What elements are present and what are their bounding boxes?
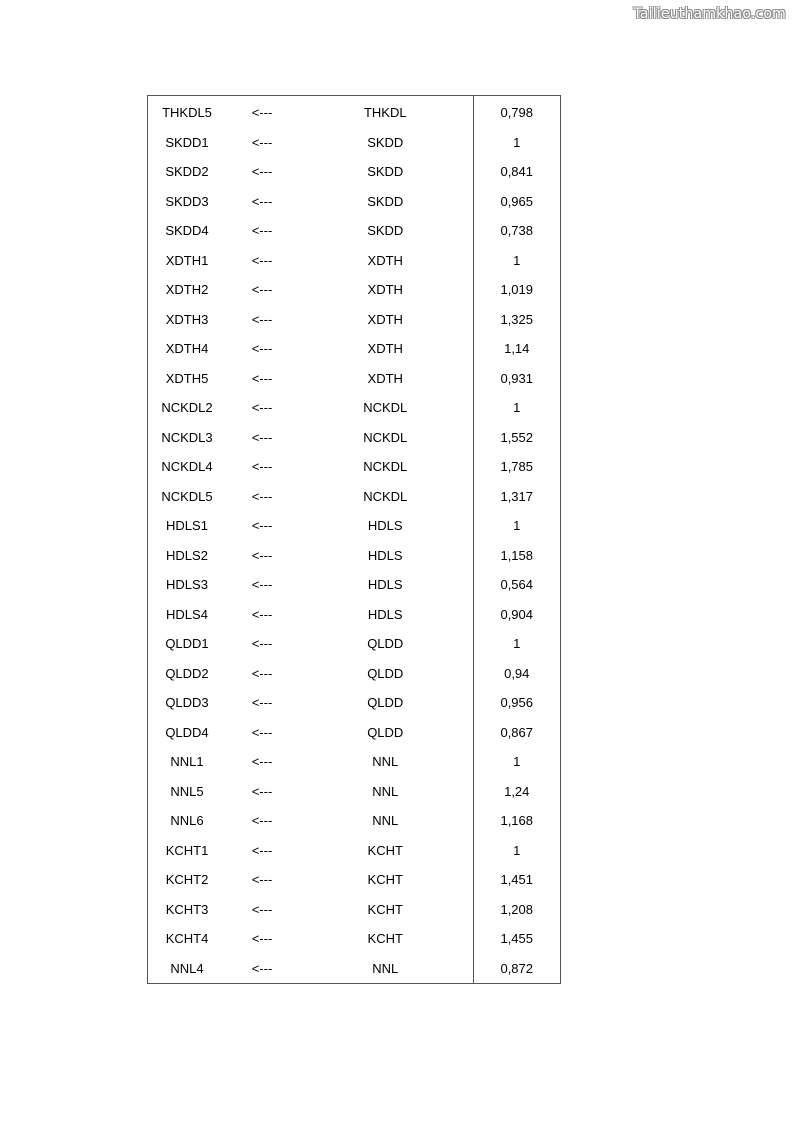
indicator-cell: QLDD3 (165, 695, 209, 711)
value-cell: 0,841 (473, 157, 560, 187)
arrow-cell: <--- (251, 636, 273, 652)
indicator-cell: NNL5 (170, 783, 204, 799)
table-row (148, 954, 560, 984)
arrow-cell: <--- (251, 252, 273, 268)
indicator-cell: NCKDL5 (161, 488, 213, 504)
value-cell: 0,956 (473, 688, 560, 718)
factor-cell: XDTH (367, 282, 403, 298)
indicator-cell: THKDL5 (162, 105, 212, 121)
table-row (148, 924, 560, 954)
table-row (148, 305, 560, 335)
regression-weights-table (147, 95, 561, 984)
value-cell: 0,965 (473, 187, 560, 217)
value-cell: 1,455 (473, 924, 560, 954)
factor-cell: SKDD (367, 164, 404, 180)
indicator-cell: SKDD4 (165, 223, 209, 239)
arrow-cell: <--- (251, 193, 273, 209)
table-row (148, 659, 560, 689)
value-cell: 0,798 (473, 96, 560, 128)
value-cell: 1 (473, 629, 560, 659)
value-cell: 1,785 (473, 452, 560, 482)
table-row (148, 747, 560, 777)
table-row (148, 688, 560, 718)
factor-cell: NNL (372, 960, 399, 976)
table-row (148, 334, 560, 364)
arrow-cell: <--- (251, 105, 273, 121)
arrow-cell: <--- (251, 813, 273, 829)
arrow-cell: <--- (251, 577, 273, 593)
value-cell: 1,019 (473, 275, 560, 305)
factor-cell: XDTH (367, 370, 403, 386)
factor-cell: NNL (372, 754, 399, 770)
value-cell: 1 (473, 128, 560, 158)
indicator-cell: XDTH2 (165, 282, 209, 298)
arrow-cell: <--- (251, 901, 273, 917)
table-row (148, 364, 560, 394)
arrow-cell: <--- (251, 311, 273, 327)
table-row (148, 806, 560, 836)
table-row (148, 393, 560, 423)
value-cell: 1 (473, 747, 560, 777)
indicator-cell: NNL6 (170, 813, 204, 829)
watermark: Tailieuthamkhao.com (633, 6, 786, 22)
indicator-cell: QLDD4 (165, 724, 209, 740)
value-cell: 0,931 (473, 364, 560, 394)
value-cell: 0,94 (473, 659, 560, 689)
table-row (148, 570, 560, 600)
arrow-cell: <--- (251, 223, 273, 239)
table-row (148, 96, 560, 128)
indicator-cell: HDLS4 (166, 606, 208, 622)
indicator-cell: KCHT2 (165, 872, 209, 888)
factor-cell: KCHT (367, 872, 403, 888)
indicator-cell: XDTH4 (165, 341, 209, 357)
indicator-cell: KCHT4 (165, 931, 209, 947)
factor-cell: NCKDL (363, 400, 408, 416)
value-cell: 0,867 (473, 718, 560, 748)
value-cell: 0,904 (473, 600, 560, 630)
value-cell: 1,14 (473, 334, 560, 364)
factor-cell: NCKDL (363, 429, 408, 445)
table-row (148, 895, 560, 925)
indicator-cell: QLDD2 (165, 665, 209, 681)
indicator-cell: KCHT1 (165, 842, 209, 858)
data-table (148, 96, 560, 983)
value-cell: 1,24 (473, 777, 560, 807)
factor-cell: QLDD (367, 724, 404, 740)
table-row (148, 187, 560, 217)
indicator-cell: NNL1 (170, 754, 204, 770)
factor-cell: SKDD (367, 223, 404, 239)
indicator-cell: SKDD1 (165, 134, 209, 150)
factor-cell: KCHT (367, 842, 403, 858)
value-cell: 1,208 (473, 895, 560, 925)
indicator-cell: HDLS2 (166, 547, 208, 563)
arrow-cell: <--- (251, 488, 273, 504)
indicator-cell: SKDD2 (165, 164, 209, 180)
factor-cell: SKDD (367, 134, 404, 150)
factor-cell: NCKDL (363, 488, 408, 504)
arrow-cell: <--- (251, 783, 273, 799)
table-body (148, 96, 560, 983)
factor-cell: QLDD (367, 695, 404, 711)
factor-cell: HDLS (367, 518, 403, 534)
arrow-cell: <--- (251, 960, 273, 976)
arrow-cell: <--- (251, 518, 273, 534)
table-row (148, 423, 560, 453)
value-cell: 1,552 (473, 423, 560, 453)
arrow-cell: <--- (251, 341, 273, 357)
value-cell: 1,168 (473, 806, 560, 836)
factor-cell: SKDD (367, 193, 404, 209)
value-cell: 1 (473, 246, 560, 276)
table-row (148, 777, 560, 807)
table-row (148, 836, 560, 866)
factor-cell: HDLS (367, 577, 403, 593)
indicator-cell: XDTH5 (165, 370, 209, 386)
arrow-cell: <--- (251, 547, 273, 563)
factor-cell: NCKDL (363, 459, 408, 475)
arrow-cell: <--- (251, 606, 273, 622)
value-cell: 1 (473, 393, 560, 423)
table-row (148, 128, 560, 158)
value-cell: 0,872 (473, 954, 560, 984)
indicator-cell: KCHT3 (165, 901, 209, 917)
table-row (148, 216, 560, 246)
indicator-cell: SKDD3 (165, 193, 209, 209)
table-row (148, 629, 560, 659)
factor-cell: HDLS (367, 606, 403, 622)
value-cell: 1,325 (473, 305, 560, 335)
table-row (148, 541, 560, 571)
arrow-cell: <--- (251, 164, 273, 180)
factor-cell: XDTH (367, 341, 403, 357)
factor-cell: THKDL (363, 105, 407, 121)
indicator-cell: NCKDL3 (161, 429, 213, 445)
indicator-cell: QLDD1 (165, 636, 209, 652)
table-row (148, 511, 560, 541)
indicator-cell: XDTH1 (165, 252, 209, 268)
arrow-cell: <--- (251, 134, 273, 150)
arrow-cell: <--- (251, 724, 273, 740)
table-row (148, 452, 560, 482)
arrow-cell: <--- (251, 872, 273, 888)
table-row (148, 718, 560, 748)
value-cell: 1 (473, 836, 560, 866)
table-row (148, 482, 560, 512)
indicator-cell: NCKDL4 (161, 459, 213, 475)
factor-cell: XDTH (367, 252, 403, 268)
indicator-cell: NNL4 (170, 960, 204, 976)
indicator-cell: NCKDL2 (161, 400, 213, 416)
arrow-cell: <--- (251, 429, 273, 445)
factor-cell: XDTH (367, 311, 403, 327)
arrow-cell: <--- (251, 931, 273, 947)
value-cell: 0,564 (473, 570, 560, 600)
arrow-cell: <--- (251, 754, 273, 770)
factor-cell: KCHT (367, 931, 403, 947)
factor-cell: NNL (372, 813, 399, 829)
table-row (148, 865, 560, 895)
factor-cell: HDLS (367, 547, 403, 563)
indicator-cell: XDTH3 (165, 311, 209, 327)
factor-cell: NNL (372, 783, 399, 799)
arrow-cell: <--- (251, 695, 273, 711)
value-cell: 1,317 (473, 482, 560, 512)
value-cell: 1 (473, 511, 560, 541)
indicator-cell: HDLS3 (166, 577, 208, 593)
arrow-cell: <--- (251, 842, 273, 858)
arrow-cell: <--- (251, 282, 273, 298)
value-cell: 1,158 (473, 541, 560, 571)
table-row (148, 275, 560, 305)
arrow-cell: <--- (251, 459, 273, 475)
table-row (148, 246, 560, 276)
indicator-cell: HDLS1 (166, 518, 208, 534)
arrow-cell: <--- (251, 400, 273, 416)
factor-cell: QLDD (367, 636, 404, 652)
value-cell: 0,738 (473, 216, 560, 246)
table-row (148, 600, 560, 630)
factor-cell: KCHT (367, 901, 403, 917)
arrow-cell: <--- (251, 665, 273, 681)
value-cell: 1,451 (473, 865, 560, 895)
arrow-cell: <--- (251, 370, 273, 386)
factor-cell: QLDD (367, 665, 404, 681)
table-row (148, 157, 560, 187)
